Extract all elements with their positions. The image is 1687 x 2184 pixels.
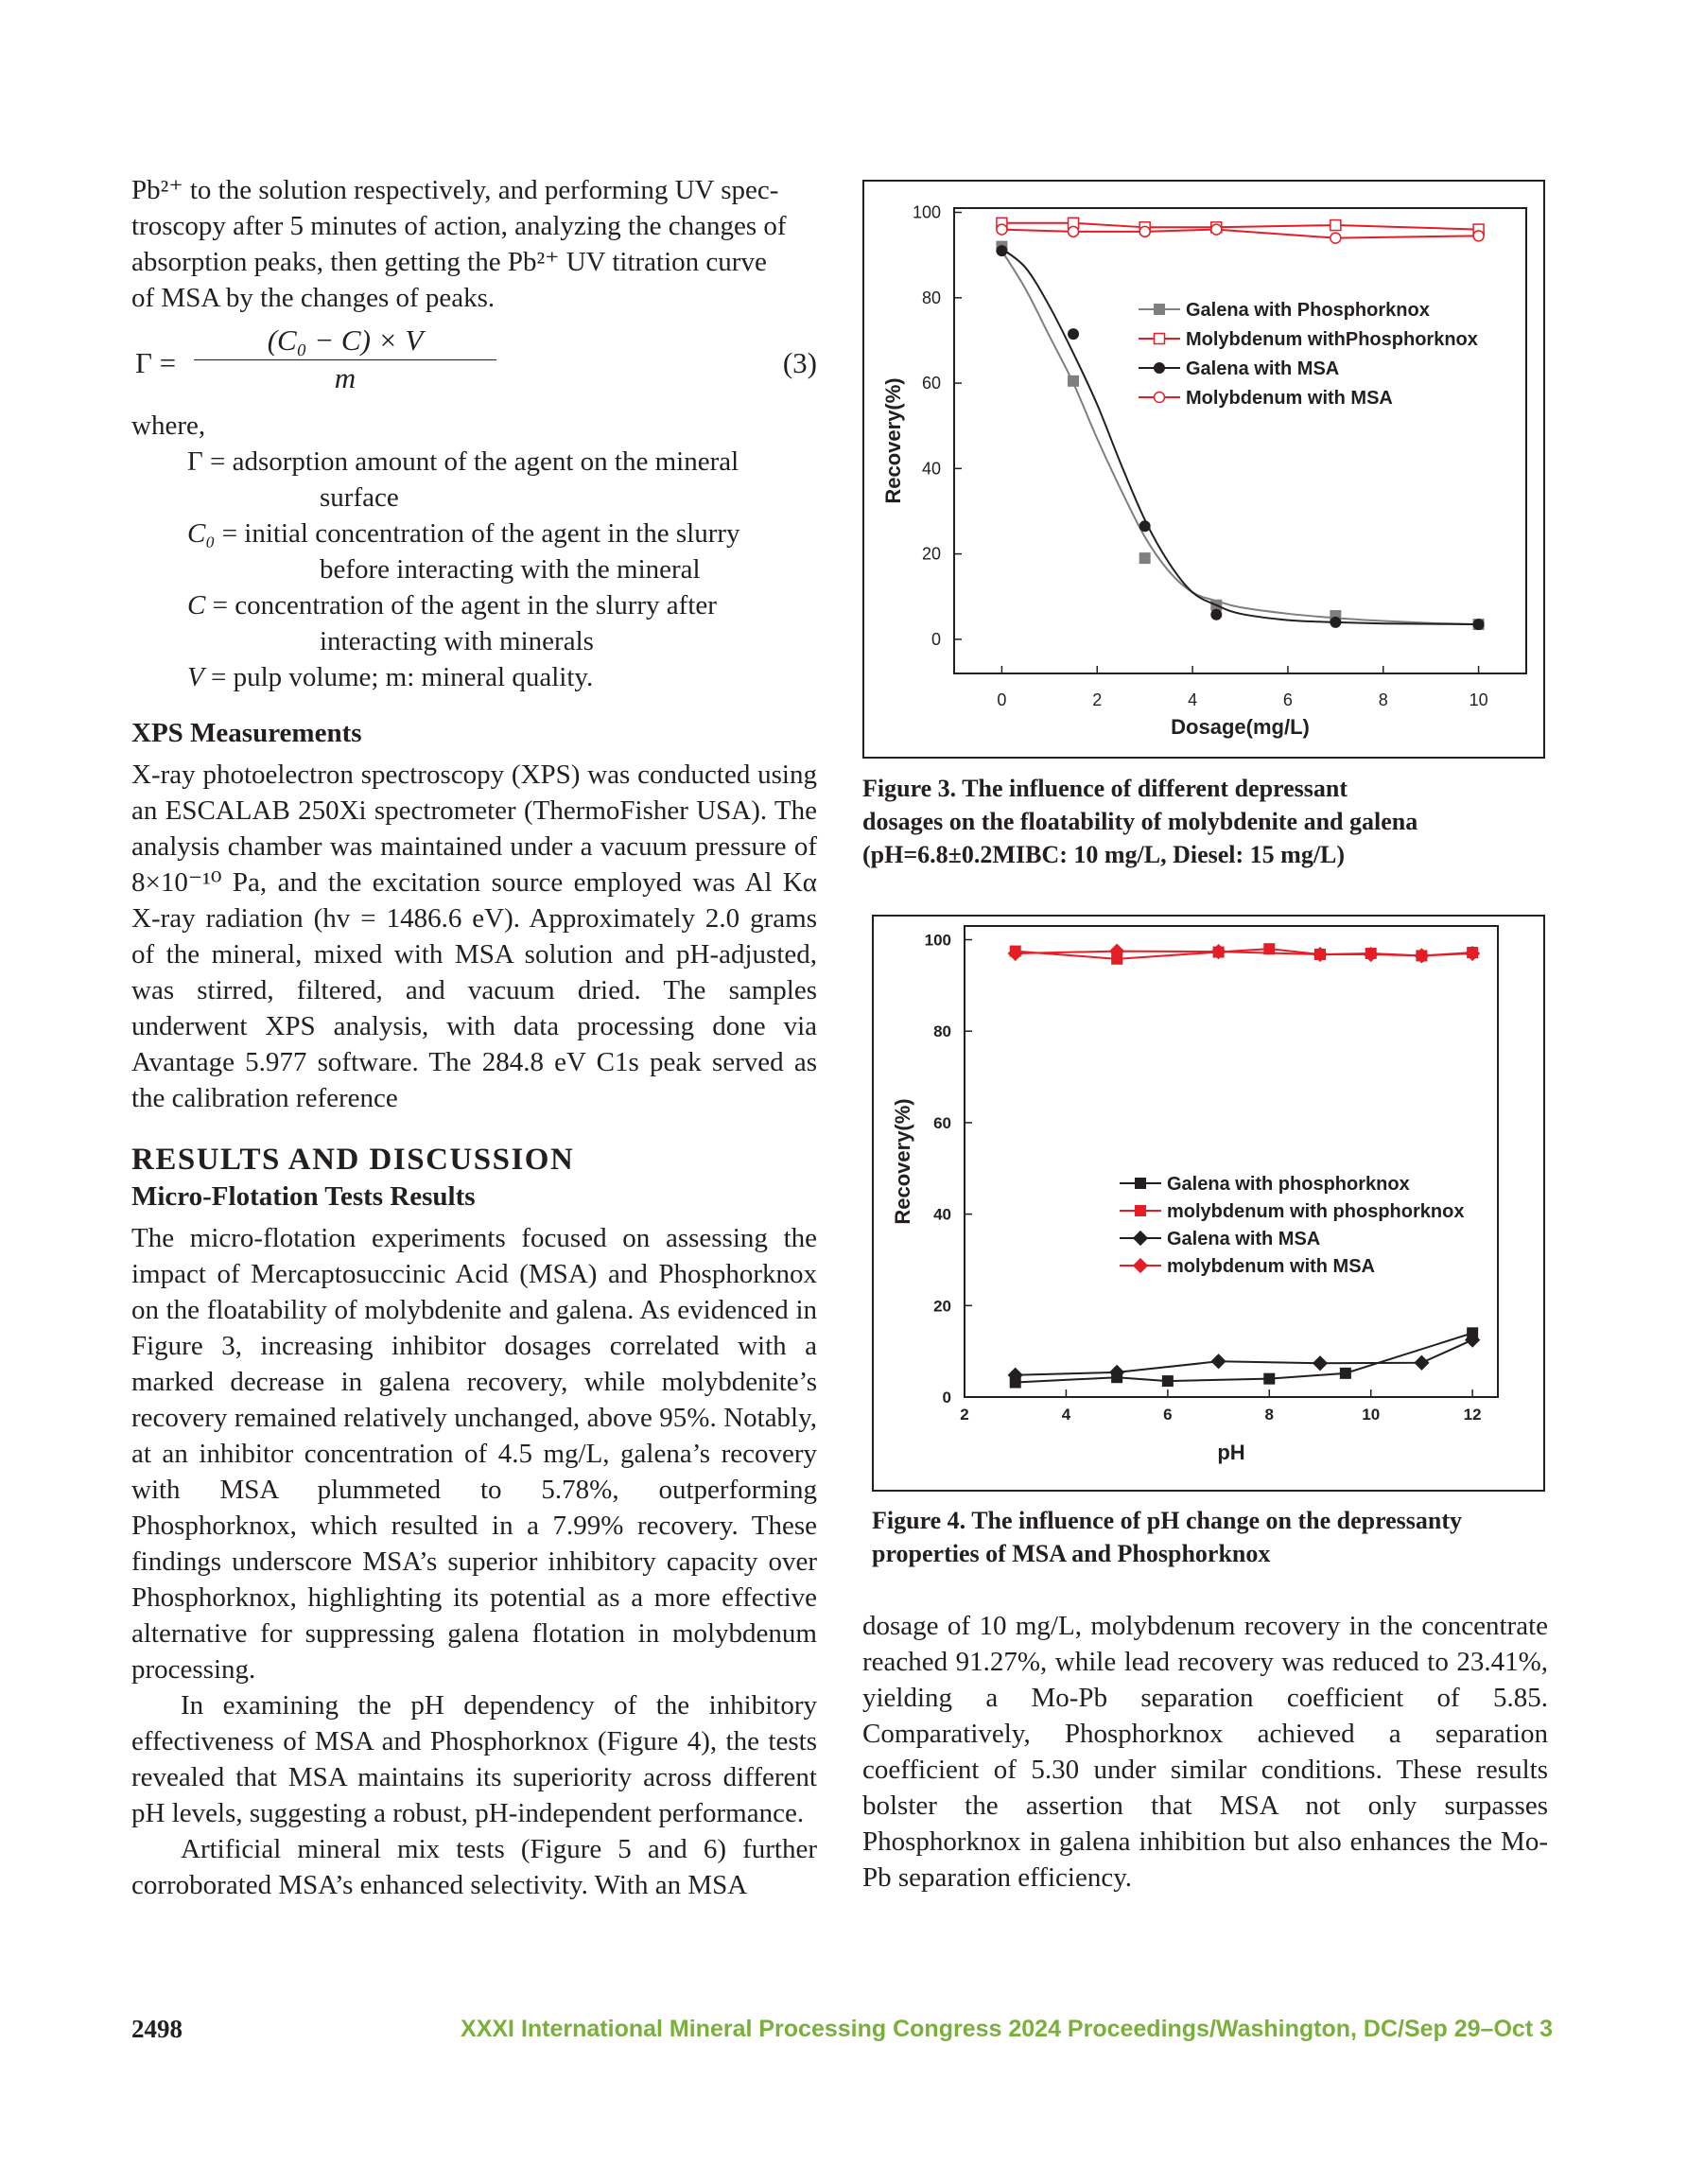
right-column (862, 1608, 1548, 1896)
x-tick-label: 4 (1188, 690, 1198, 709)
data-point (1340, 1368, 1350, 1378)
x-tick-label: 6 (1163, 1406, 1173, 1424)
equation-3 (131, 322, 817, 402)
y-tick-label: 80 (921, 288, 941, 307)
x-tick-label: 10 (1469, 690, 1488, 709)
y-tick-label: 0 (942, 1389, 951, 1406)
data-point (1069, 329, 1079, 340)
legend-label: Molybdenum withPhosphorknox (1186, 329, 1478, 350)
intro-line: troscopy after 5 minutes of action, analyzing the changes of (131, 211, 787, 241)
definition-item (187, 587, 817, 659)
micro-flotation-paragraph: The micro-flotation experiments focused on assessing the impact of Mercaptosuccinic Acid (MSA) and Phosphorknox on the floatability of molybdenite and galena. As evidenced in Figure 3, increasing inhibitor dosages correlated with a marked decrease in galena recovery, while molybdenite’s recovery remained relatively unchanged, above 95%. Notably, at an inhibitor concentration of 4.5 mg/L, galena’s recovery with MSA plummeted to 5.78%, outperforming Phosphorknox, which resulted in a 7.99% recovery. These findings underscore MSA’s superior inhibitory capacity over Phosphorknox, highlighting its potential as a more effective alternative for suppressing galena flotation in molybdenum processing. (131, 1223, 817, 1685)
data-point (1473, 231, 1484, 241)
data-point (997, 224, 1007, 235)
definition-text: = adsorption amount of the agent on the mineral (202, 446, 739, 477)
data-point (1139, 553, 1150, 564)
definition-symbol: C (187, 590, 206, 620)
y-tick-label: 60 (933, 1113, 951, 1132)
legend-label: molybdenum with phosphorknox (1167, 1201, 1465, 1222)
left-column (131, 172, 817, 1903)
definition-symbol: Γ (187, 446, 203, 477)
figure-4-chart (874, 917, 1543, 1490)
y-tick-label: 100 (924, 931, 951, 950)
xps-heading: XPS Measurements (131, 718, 362, 748)
caption-line: Figure 3. The influence of different depressant (862, 775, 1348, 802)
legend-marker (1134, 1259, 1148, 1273)
y-tick-label: 40 (921, 459, 941, 479)
data-point (1069, 376, 1079, 386)
legend-marker (1155, 305, 1165, 315)
legend-label: molybdenum with MSA (1167, 1256, 1375, 1277)
x-tick-label: 2 (1092, 690, 1103, 709)
plot-frame (954, 208, 1526, 673)
definition-item (187, 515, 817, 587)
caption-line: Figure 4. The influence of pH change on the depressanty (872, 1507, 1463, 1534)
figure-3-caption (862, 772, 1543, 871)
definition-item (187, 444, 817, 515)
equation-denominator: m (334, 361, 357, 394)
xps-paragraph: X-ray photoelectron spectroscopy (XPS) was conducted using an ESCALAB 250Xi spectrometer (ThermoFisher USA). The analysis chamber was maintained under a vacuum pressure of 8×10⁻¹⁰ Pa, and the excitation source employed was Al Kα X-ray radiation (hv = 1486.6 eV). Approximately 2.0 grams of the mineral, mixed with MSA solution and pH-adjusted, was stirred, filtered, and vacuum dried. The samples underwent XPS analysis, with data processing done via Avantage 5.977 software. The 284.8 eV C1s peak served as the calibration reference (131, 760, 817, 1113)
results-heading: RESULTS AND DISCUSSION (131, 1143, 575, 1177)
y-axis-label: Recovery(%) (881, 377, 905, 504)
legend-marker (1155, 393, 1165, 403)
definition-text: = pulp volume; m: mineral quality. (203, 662, 594, 692)
x-tick-label: 12 (1463, 1406, 1482, 1424)
x-tick-label: 6 (1282, 690, 1293, 709)
continuation-paragraph: dosage of 10 mg/L, molybdenum recovery in the concentrate reached 91.27%, while lead recovery was reduced to 23.41%, yielding a Mo-Pb separation coefficient of 5.85. Comparatively, Phosphorknox achieved a separation coefficient of 5.30 under similar conditions. These results bolster the assertion that MSA not only surpasses Phosphorknox in galena inhibition but also enhances the Mo-Pb separation efficiency. (862, 1611, 1548, 1893)
fraction-bar (194, 359, 496, 360)
legend-label: Galena with MSA (1167, 1229, 1321, 1249)
y-tick-label: 0 (930, 629, 941, 649)
y-tick-label: 40 (933, 1205, 951, 1224)
y-tick-label: 100 (912, 202, 941, 222)
equation-numerator: (C₀ − C) × V (267, 323, 424, 357)
plot-frame (965, 926, 1498, 1397)
legend-marker (1136, 1206, 1146, 1216)
caption-line: properties of MSA and Phosphorknox (872, 1540, 1271, 1567)
intro-line: of MSA by the changes of peaks. (131, 283, 496, 313)
y-axis-label: Recovery(%) (891, 1098, 914, 1225)
series-line (1016, 949, 1472, 959)
ph-paragraph: In examining the pH dependency of the inhibitory effectiveness of MSA and Phosphorknox (Figure 4), the tests revealed that MSA maintains its superiority across different pH levels, suggesting a robust, pH-independent performance. (131, 1690, 817, 1828)
intro-line: Pb²⁺ to the solution respectively, and performing UV spec- (131, 175, 779, 205)
series-line (1016, 1333, 1472, 1382)
definition-text: = concentration of the agent in the slurry after (205, 590, 717, 620)
x-tick-label: 8 (1378, 690, 1388, 709)
x-tick-label: 4 (1061, 1406, 1071, 1424)
series-line (1016, 1340, 1472, 1375)
data-point (997, 246, 1007, 256)
caption-line: dosages on the floatability of molybdenite and galena (862, 808, 1418, 835)
data-point (1211, 609, 1222, 620)
data-point (1069, 226, 1079, 236)
equation-fraction (194, 322, 496, 394)
legend-marker (1155, 334, 1165, 344)
where-label: where, (131, 411, 206, 441)
intro-line: absorption peaks, then getting the Pb²⁺ UV titration curve (131, 247, 767, 277)
x-axis-label: pH (1217, 1441, 1245, 1464)
y-tick-label: 80 (933, 1022, 951, 1041)
micro-flotation-heading: Micro-Flotation Tests Results (131, 1181, 476, 1212)
definition-continuation: before interacting with the mineral (320, 554, 701, 585)
legend-marker (1136, 1179, 1146, 1189)
y-tick-label: 20 (933, 1297, 951, 1316)
legend-marker (1134, 1232, 1148, 1246)
definitions-list (187, 444, 817, 695)
legend-label: Molybdenum with MSA (1186, 388, 1393, 409)
data-point (1162, 1376, 1173, 1387)
legend-marker (1155, 363, 1165, 374)
data-point (1415, 1355, 1429, 1370)
data-point (1264, 1373, 1275, 1384)
data-point (1330, 617, 1341, 627)
legend-label: Galena with phosphorknox (1167, 1174, 1410, 1195)
figure-4-caption (872, 1504, 1553, 1570)
data-point (1313, 1356, 1328, 1371)
data-point (1211, 1354, 1226, 1369)
intro-paragraph (131, 172, 817, 316)
series-line (1016, 952, 1472, 956)
artificial-mix-paragraph: Artificial mineral mix tests (Figure 5 and 6) further corroborated MSA’s enhanced selectivity. With an MSA (131, 1834, 817, 1900)
x-axis-label: Dosage(mg/L) (1171, 715, 1310, 739)
figure-3-chart (864, 182, 1543, 757)
conference-footer: XXXI International Mineral Processing Congress 2024 Proceedings/Washington, DC/Sep 29–Oct 3 (461, 2016, 1553, 2042)
definition-continuation: surface (320, 482, 399, 513)
y-tick-label: 20 (921, 544, 941, 564)
figure-4 (872, 915, 1545, 1492)
x-tick-label: 0 (997, 690, 1007, 709)
page-number: 2498 (131, 2015, 183, 2043)
caption-line: (pH=6.8±0.2MIBC: 10 mg/L, Diesel: 15 mg/L) (862, 841, 1346, 868)
x-tick-label: 10 (1362, 1406, 1381, 1424)
data-point (1139, 226, 1150, 236)
definition-text: = initial concentration of the agent in the slurry (215, 518, 740, 549)
x-tick-label: 8 (1264, 1406, 1275, 1424)
definition-symbol: C₀ (187, 518, 216, 549)
y-tick-label: 60 (921, 374, 941, 393)
equation-lhs: Γ = (135, 346, 177, 379)
x-tick-label: 2 (960, 1406, 969, 1424)
data-point (1473, 620, 1484, 630)
legend-label: Galena with Phosphorknox (1186, 300, 1430, 321)
definition-continuation: interacting with minerals (320, 626, 594, 656)
definition-item (187, 659, 817, 695)
legend-label: Galena with MSA (1186, 358, 1340, 379)
equation-number: (3) (782, 346, 817, 379)
data-point (1211, 224, 1222, 235)
data-point (1330, 233, 1341, 243)
definition-symbol: V (187, 662, 204, 692)
figure-3 (862, 180, 1545, 759)
data-point (1330, 220, 1341, 231)
data-point (1139, 521, 1150, 532)
